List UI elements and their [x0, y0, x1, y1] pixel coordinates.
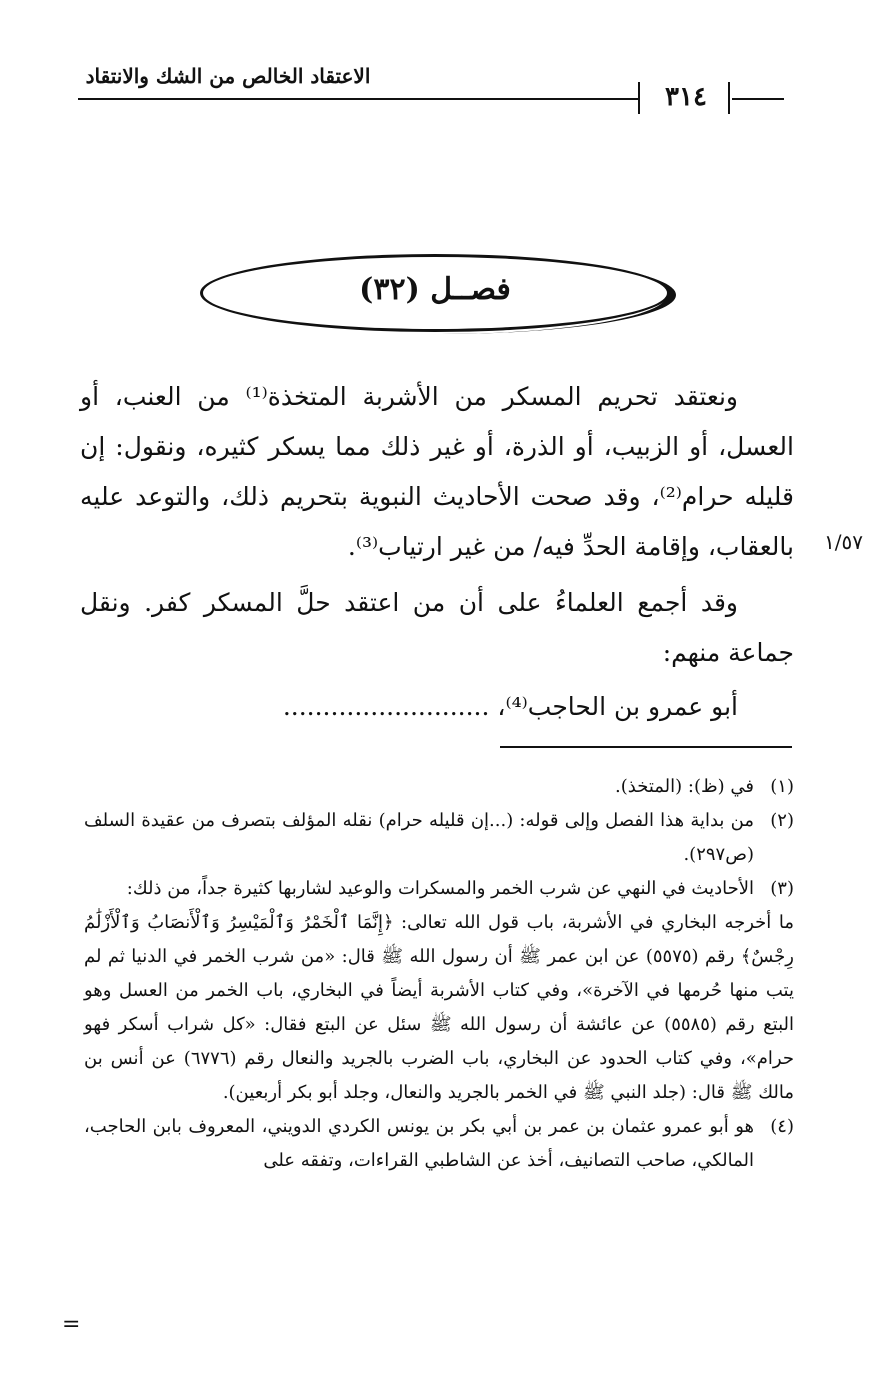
footnote-3-continuation [84, 906, 794, 1110]
footnote-text: من بداية هذا الفصل وإلى قوله: (...إن قليله حرام) نقله المؤلف بتصرف من عقيدة السلف (ص٢٩٧). [84, 810, 754, 865]
header-rule-right [732, 98, 784, 100]
body-paragraph-3: أبو عمرو بن الحاجب⁽⁴⁾، .......................... [282, 692, 738, 721]
header-divider-right [728, 82, 730, 114]
footnote-2 [84, 804, 794, 872]
body-paragraph-2: وقد أجمع العلماءُ على أن من اعتقد حلَّ المسكر كفر. ونقل جماعة منهم: [80, 588, 794, 667]
footnote-4 [84, 1110, 794, 1178]
footnotes [84, 770, 794, 1178]
footnote-number: (٤) [770, 1116, 794, 1137]
footnote-1 [84, 770, 794, 804]
header-rule [78, 98, 638, 100]
footnote-text: في (ظ): (المتخذ). [615, 776, 754, 797]
footnote-number: (٣) [770, 878, 794, 899]
body-paragraph-1: ونعتقد تحريم المسكر من الأشربة المتخذة⁽¹⁾ من العنب، أو العسل، أو الزبيب، أو الذرة، أو غير ذلك مما يسكر كثيره، ونقول: إن قليله حرام⁽²⁾، وقد صحت الأحاديث النبوية بتحريم ذلك، والتوعد عليه بالعقاب، وإقامة الحدِّ فيه/ من غير ارتياب⁽³⁾. [80, 382, 794, 561]
chapter-title: فصــل (٣٢) [359, 272, 511, 307]
footnote-text: ما أخرجه البخاري في الأشربة، باب قول الله تعالى: ﴿إِنَّمَا ٱلْخَمْرُ وَٱلْمَيْسِرُ وَٱلْأَنصَابُ وَٱلْأَزْلَٰمُ رِجْسٌ﴾ رقم (٥٥٧٥) عن ابن عمر ﷺ أن رسول الله ﷺ قال: «من شرب الخمر في الدنيا ثم لم يتب منها حُرمها في الآخرة»، وفي كتاب الأشربة أيضاً في البخاري، باب الخمر من العسل وهو البتع رقم (٥٥٨٥) عن عائشة أن رسول الله ﷺ سئل عن البتع فقال: «كل شراب أسكر فهو حرام»، وفي كتاب الحدود عن البخاري، باب الضرب بالجريد والنعال رقم (٦٧٧٦) عن أنس بن مالك ﷺ قال: (جلد النبي ﷺ في الخمر بالجريد والنعال، وجلد أبو بكر أربعين). [84, 912, 795, 1103]
footnote-separator [500, 746, 792, 748]
continuation-mark: = [62, 1312, 81, 1337]
footnote-number: (٢) [770, 810, 794, 831]
footnote-number: (١) [770, 776, 794, 797]
running-title: الاعتقاد الخالص من الشك والانتقاد [85, 64, 371, 88]
footnote-text: الأحاديث في النهي عن شرب الخمر والمسكرات والوعيد لشاربها كثيرة جداً، من ذلك: [126, 878, 754, 899]
page-number: ٣١٤ [665, 82, 707, 112]
footnote-text: هو أبو عمرو عثمان بن عمر بن أبي بكر بن يونس الكردي الدويني، المعروف بابن الحاجب، المالكي، صاحب التصانيف، أخذ عن الشاطبي القراءات، وتفقه على [84, 1116, 754, 1171]
header-divider-left [638, 82, 640, 114]
footnote-3 [84, 872, 794, 906]
manuscript-page-marker: ١/٥٧ [824, 530, 863, 554]
